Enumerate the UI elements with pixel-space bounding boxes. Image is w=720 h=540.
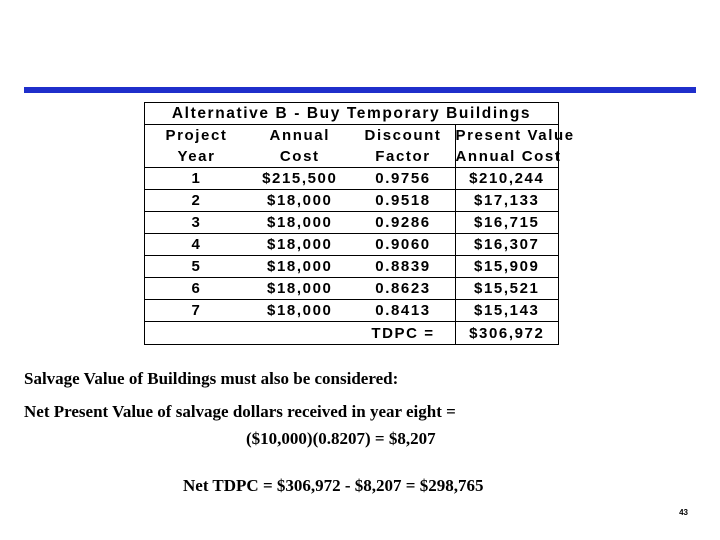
cell-discount-factor: 0.9286	[352, 212, 456, 234]
cell-annual-cost: $18,000	[248, 256, 352, 278]
cell-year: 6	[145, 278, 249, 300]
header-discount: Discount	[352, 125, 456, 147]
cell-present-value: $15,521	[455, 278, 559, 300]
cell-discount-factor: 0.8413	[352, 300, 456, 322]
cell-discount-factor: 0.9518	[352, 190, 456, 212]
cell-year: 4	[145, 234, 249, 256]
table-row	[145, 234, 559, 256]
cell-present-value: $16,307	[455, 234, 559, 256]
table-row	[145, 212, 559, 234]
header-row-2	[145, 146, 559, 168]
header-year: Year	[145, 146, 249, 168]
cell-annual-cost: $18,000	[248, 190, 352, 212]
npv-note: Net Present Value of salvage dollars received in year eight =	[24, 402, 456, 421]
cell-year: 5	[145, 256, 249, 278]
cell-present-value: $15,909	[455, 256, 559, 278]
header-row-1	[145, 125, 559, 147]
cell-discount-factor: 0.8839	[352, 256, 456, 278]
cell-present-value: $16,715	[455, 212, 559, 234]
cell-annual-cost: $18,000	[248, 234, 352, 256]
table-row	[145, 168, 559, 190]
total-value: $306,972	[455, 322, 559, 345]
cell-discount-factor: 0.9756	[352, 168, 456, 190]
cell-present-value: $15,143	[455, 300, 559, 322]
header-project: Project	[145, 125, 249, 147]
header-present-value: Present Value	[455, 125, 559, 147]
cell-discount-factor: 0.8623	[352, 278, 456, 300]
table-row	[145, 190, 559, 212]
table-row	[145, 300, 559, 322]
cell-year: 7	[145, 300, 249, 322]
header-cost: Cost	[279, 148, 320, 165]
header-annual-cost: Annual Cost	[455, 146, 559, 168]
cell-present-value: $17,133	[455, 190, 559, 212]
table-title: Alternative B - Buy Temporary Buildings	[145, 103, 559, 125]
cell-discount-factor: 0.9060	[352, 234, 456, 256]
header-annual: Annual	[269, 127, 330, 144]
cost-table	[144, 102, 575, 345]
cell-present-value: $210,244	[455, 168, 559, 190]
cell-year: 3	[145, 212, 249, 234]
total-label: TDPC =	[352, 322, 456, 345]
net-tdpc: Net TDPC = $306,972 - $8,207 = $298,765	[183, 476, 484, 495]
cell-year: 1	[145, 168, 249, 190]
table-row	[145, 278, 559, 300]
cell-annual-cost: $18,000	[248, 278, 352, 300]
header-factor: Factor	[352, 146, 456, 168]
npv-calculation: ($10,000)(0.8207) = $8,207	[246, 429, 436, 448]
page-number: 43	[679, 508, 688, 517]
cell-year: 2	[145, 190, 249, 212]
cell-annual-cost: $18,000	[248, 300, 352, 322]
table-row	[145, 256, 559, 278]
cell-annual-cost: $215,500	[248, 168, 352, 190]
cell-annual-cost: $18,000	[248, 212, 352, 234]
total-row	[145, 322, 559, 345]
salvage-note: Salvage Value of Buildings must also be considered:	[24, 369, 399, 388]
blue-divider-rule	[24, 87, 696, 93]
